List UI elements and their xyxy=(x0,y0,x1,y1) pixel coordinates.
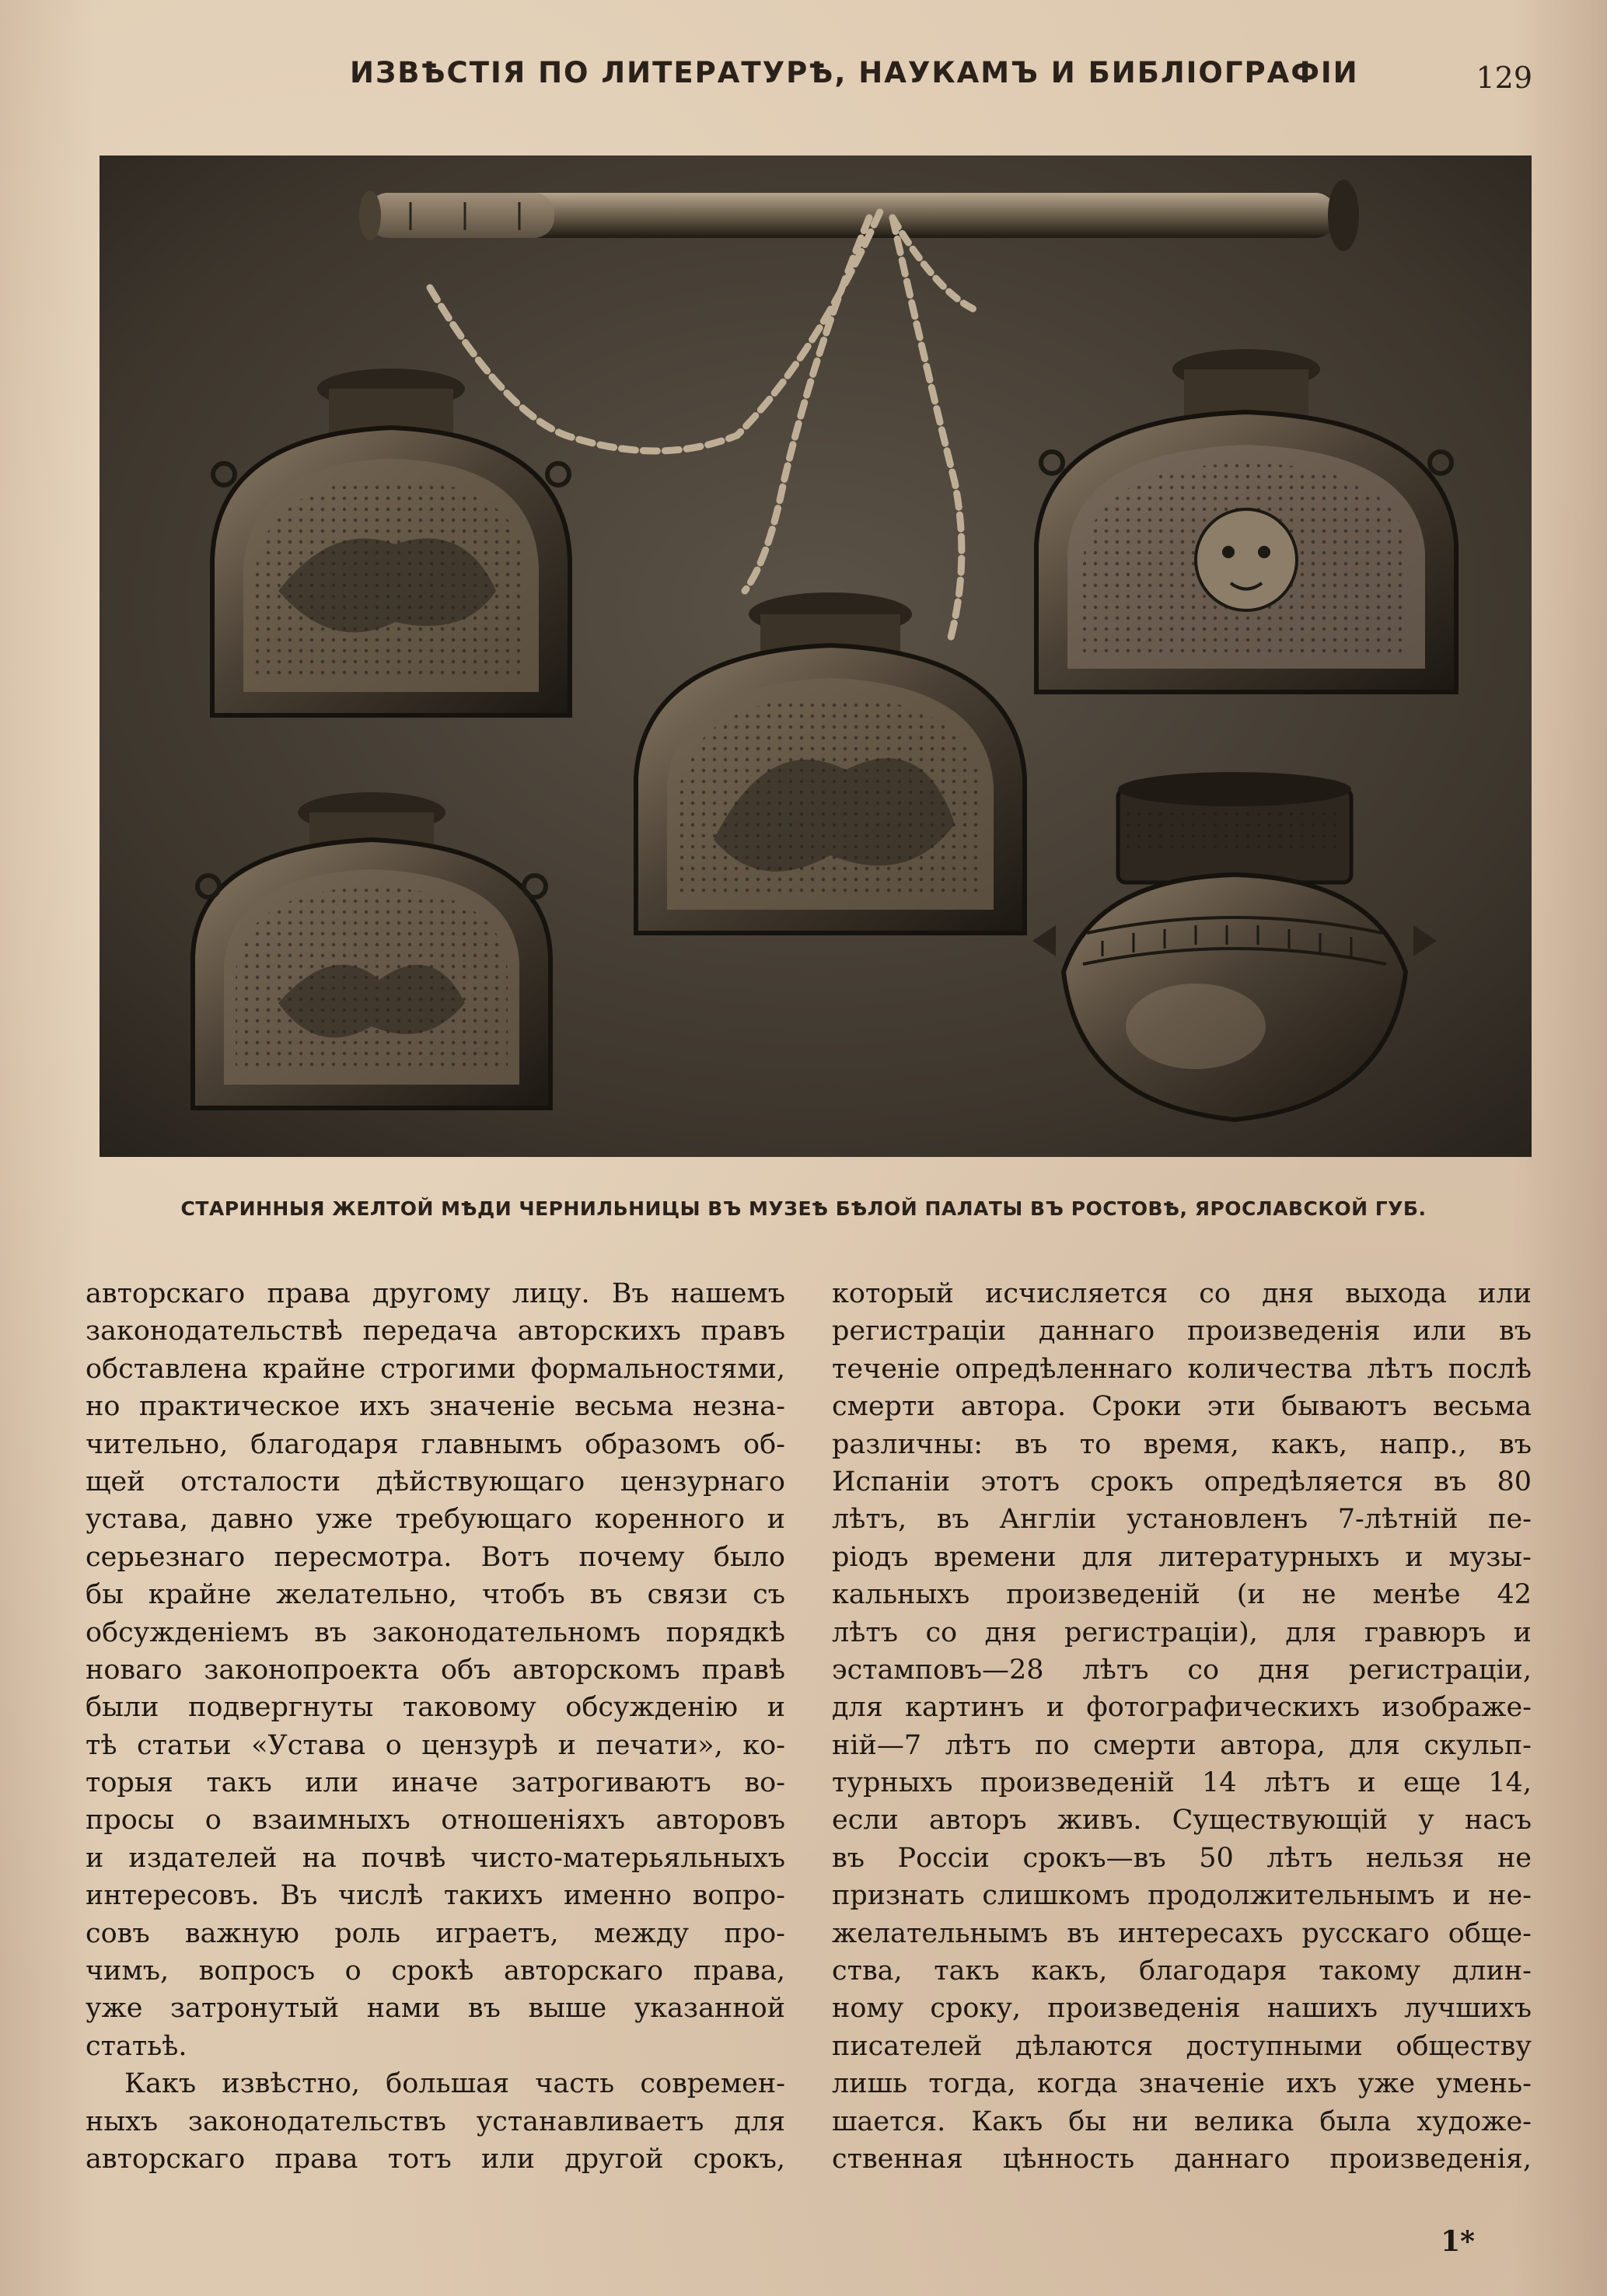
text-line: писателей дѣлаются доступными обществу xyxy=(832,2030,1532,2062)
text-line: ній—7 лѣтъ по смерти автора, для скульп- xyxy=(832,1729,1532,1761)
page-number: 129 xyxy=(1476,61,1532,95)
text-line: ства, такъ какъ, благодаря такому длин- xyxy=(832,1955,1532,1987)
text-line: совъ важную роль играетъ, между про- xyxy=(86,1917,785,1949)
text-line: лишь тогда, когда значеніе ихъ уже умень- xyxy=(832,2068,1532,2100)
left-text-column xyxy=(86,1275,785,2178)
text-line: статьѣ. xyxy=(86,2030,187,2062)
text-line: щей отсталости дѣйствующаго цензурнаго xyxy=(86,1466,785,1497)
text-line: бы крайне желательно, чтобъ въ связи съ xyxy=(86,1579,785,1611)
text-line: обставлена крайне строгими формальностями, xyxy=(86,1353,785,1385)
text-line: въ Россіи срокъ—въ 50 лѣтъ нельзя не xyxy=(832,1842,1532,1874)
text-line: турныхъ произведеній 14 лѣтъ и еще 14, xyxy=(832,1767,1532,1799)
text-line: Испаніи этотъ срокъ опредѣляется въ 80 xyxy=(832,1466,1532,1497)
text-line: желательнымъ въ интересахъ русскаго обще- xyxy=(832,1917,1532,1949)
figure-caption: СТАРИННЫЯ ЖЕЛТОЙ МѢДИ ЧЕРНИЛЬНИЦЫ ВЪ МУЗЕѢ БѢЛОЙ ПАЛАТЫ ВЪ РОСТОВѢ, ЯРОСЛАВСКОЙ ГУБ. xyxy=(180,1197,1427,1220)
text-line: ному сроку, произведенія нашихъ лучшихъ xyxy=(832,1993,1532,2025)
text-line: но практическое ихъ значеніе весьма незна- xyxy=(86,1391,785,1423)
text-line: лѣтъ со дня регистраціи), для гравюръ и xyxy=(832,1616,1532,1648)
text-line: торыя такъ или иначе затрогиваютъ во- xyxy=(86,1767,785,1799)
text-line: шается. Какъ бы ни велика была художе- xyxy=(832,2106,1532,2137)
text-line: смерти автора. Сроки эти бываютъ весьма xyxy=(832,1391,1532,1423)
text-line: законодательствѣ передача авторскихъ правъ xyxy=(86,1316,785,1347)
text-line: уже затронутый нами въ выше указанной xyxy=(86,1993,785,2025)
text-line: лѣтъ, въ Англіи установленъ 7-лѣтній пе- xyxy=(832,1504,1532,1536)
text-line: были подвергнуты таковому обсужденію и xyxy=(86,1692,785,1724)
text-line: эстамповъ—28 лѣтъ со дня регистраціи, xyxy=(832,1654,1532,1686)
running-title: ИЗВѢСТІЯ ПО ЛИТЕРАТУРѢ, НАУКАМЪ И БИБЛІОГРАФІИ xyxy=(350,56,1359,89)
text-line: Какъ извѣстно, большая часть современ- xyxy=(124,2068,785,2100)
text-line: интересовъ. Въ числѣ такихъ именно вопро- xyxy=(86,1880,785,1912)
text-line: серьезнаго пересмотра. Вотъ почему было xyxy=(86,1541,785,1573)
right-text-column xyxy=(832,1275,1532,2178)
text-line: если авторъ живъ. Существующій у насъ xyxy=(832,1805,1532,1836)
text-line: устава, давно уже требующаго коренного и xyxy=(86,1504,785,1536)
text-line: просы о взаимныхъ отношеніяхъ авторовъ xyxy=(86,1805,785,1836)
text-line: обсужденіемъ въ законодательномъ порядкѣ xyxy=(86,1616,785,1648)
text-line: тѣ статьи «Устава о цензурѣ и печати», ко- xyxy=(86,1729,785,1761)
text-line: регистраціи даннаго произведенія или въ xyxy=(832,1316,1532,1347)
text-line: ныхъ законодательствъ устанавливаетъ для xyxy=(86,2106,785,2137)
text-line: который исчисляется со дня выхода или xyxy=(832,1278,1532,1309)
signature-mark: 1* xyxy=(1441,2225,1475,2258)
text-line: для картинъ и фотографическихъ изображе- xyxy=(832,1692,1532,1724)
text-line: признать слишкомъ продолжительнымъ и не- xyxy=(832,1880,1532,1912)
text-line: авторскаго права тотъ или другой срокъ, xyxy=(86,2143,785,2175)
text-line: кальныхъ произведеній (и не менѣе 42 xyxy=(832,1579,1532,1611)
text-line: и издателей на почвѣ чисто-матерьяльныхъ xyxy=(86,1842,785,1874)
text-line: различны: въ то время, какъ, напр., въ xyxy=(832,1428,1532,1460)
text-line: ственная цѣнность даннаго произведенія, xyxy=(832,2143,1532,2175)
text-line: чимъ, вопросъ о срокѣ авторскаго права, xyxy=(86,1955,785,1987)
text-line: чительно, благодаря главнымъ образомъ об- xyxy=(86,1428,785,1460)
inkwells-photograph xyxy=(100,156,1532,1157)
text-line: авторскаго права другому лицу. Въ нашемъ xyxy=(86,1278,785,1309)
text-line: новаго законопроекта объ авторскомъ правѣ xyxy=(86,1654,785,1686)
text-line: ріодъ времени для литературныхъ и музы- xyxy=(832,1541,1532,1573)
text-line: теченіе опредѣленнаго количества лѣтъ послѣ xyxy=(832,1353,1532,1385)
